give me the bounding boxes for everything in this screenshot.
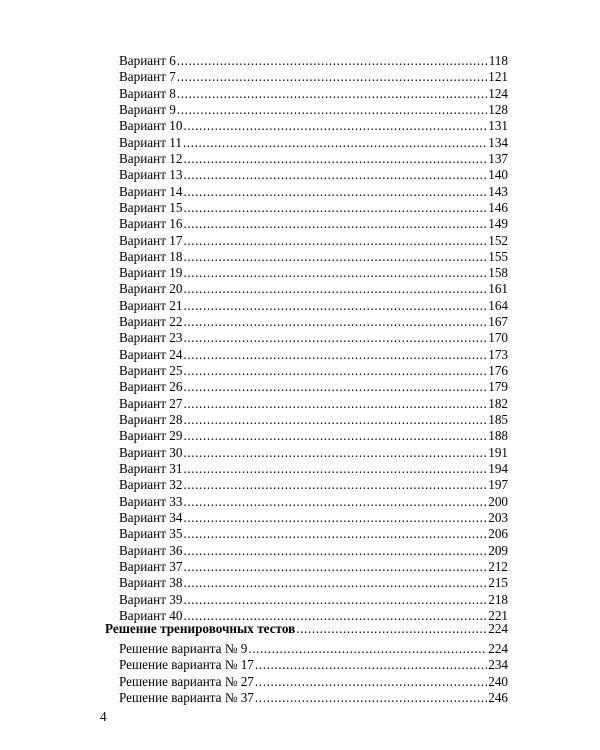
toc-entry-page: 176 — [488, 363, 508, 379]
dot-leader — [183, 135, 487, 151]
toc-entry-page: 170 — [488, 330, 508, 346]
toc-entry-variant[interactable] — [119, 445, 508, 461]
toc-entry-label: Вариант 8 — [119, 85, 176, 101]
toc-entry-variant[interactable] — [119, 412, 508, 428]
toc-entry-page: 167 — [488, 314, 508, 330]
dot-leader — [183, 510, 487, 526]
toc-entry-variant[interactable] — [119, 233, 508, 249]
toc-entry-page: 182 — [488, 395, 508, 411]
toc-entry-variant[interactable] — [119, 592, 508, 608]
toc-section-entry[interactable] — [105, 621, 508, 637]
dot-leader — [177, 53, 488, 69]
toc-entry-label: Вариант 34 — [119, 509, 183, 525]
dot-leader — [183, 151, 487, 167]
toc-entry-page: 161 — [488, 281, 508, 297]
toc-entry-variant[interactable] — [119, 510, 508, 526]
dot-leader — [183, 200, 487, 216]
toc-entry-page: 140 — [488, 167, 508, 183]
toc-entry-label: Вариант 21 — [119, 297, 183, 313]
dot-leader — [255, 657, 487, 673]
toc-entry-page: 221 — [488, 607, 508, 623]
toc-entry-page: 173 — [488, 346, 508, 362]
toc-entry-label: Решение варианта № 27 — [119, 673, 254, 689]
toc-entry-variant[interactable] — [119, 396, 508, 412]
toc-entry-label: Вариант 12 — [119, 150, 183, 166]
toc-entry-variant[interactable] — [119, 559, 508, 575]
toc-entry-label: Вариант 15 — [119, 199, 183, 215]
dot-leader — [177, 102, 487, 118]
toc-entry-label: Вариант 32 — [119, 477, 183, 493]
toc-entry-page: 194 — [488, 461, 508, 476]
toc-entry-page: 121 — [488, 69, 508, 85]
toc-entry-label: Вариант 22 — [119, 314, 183, 330]
dot-leader — [183, 412, 487, 428]
toc-entry-page: 134 — [488, 134, 508, 150]
toc-entry-variant[interactable] — [119, 184, 508, 200]
toc-entry-page: 155 — [488, 248, 508, 264]
toc-entry-page: 118 — [488, 53, 508, 68]
dot-leader — [183, 445, 487, 461]
toc-entry-variant[interactable] — [119, 543, 508, 559]
toc-entry-variant[interactable] — [119, 118, 508, 134]
page-number: 4 — [100, 709, 107, 724]
dot-leader — [183, 249, 487, 265]
toc-entry-label: Вариант 16 — [119, 216, 183, 232]
toc-entry-label: Вариант 19 — [119, 265, 183, 281]
toc-entry-page: 209 — [488, 542, 508, 558]
toc-entry-label: Вариант 37 — [119, 558, 183, 574]
toc-entry-variant[interactable] — [119, 86, 508, 102]
toc-entry-solution[interactable] — [119, 657, 508, 673]
toc-entry-page: 143 — [488, 183, 508, 199]
toc-entry-page: 212 — [488, 558, 508, 574]
toc-entry-label: Решение тренировочных тестов — [105, 621, 296, 636]
dot-leader — [183, 592, 487, 608]
toc-entry-page: 124 — [488, 85, 508, 101]
dot-leader — [255, 674, 487, 690]
dot-leader — [248, 641, 487, 657]
toc-entry-variant[interactable] — [119, 216, 508, 232]
toc-entry-label: Вариант 31 — [119, 461, 183, 476]
toc-entry-label: Вариант 33 — [119, 493, 183, 509]
toc-entry-page: 240 — [488, 673, 508, 689]
toc-entry-page: 224 — [488, 641, 508, 656]
toc-entry-label: Вариант 9 — [119, 101, 176, 117]
toc-entry-page: 128 — [488, 101, 508, 117]
toc-entry-page: 149 — [488, 216, 508, 232]
toc-entry-label: Вариант 29 — [119, 428, 183, 444]
toc-entry-label: Вариант 30 — [119, 444, 183, 460]
dot-leader — [183, 118, 487, 134]
toc-entry-page: 215 — [488, 575, 508, 591]
toc-entry-variant[interactable] — [119, 330, 508, 346]
toc-entry-variant[interactable] — [119, 477, 508, 493]
toc-entry-label: Вариант 18 — [119, 248, 183, 264]
toc-entry-page: 197 — [488, 477, 508, 493]
dot-leader — [183, 233, 487, 249]
toc-entry-page: 188 — [488, 428, 508, 444]
toc-entry-page: 164 — [488, 297, 508, 313]
toc-entry-variant[interactable] — [119, 151, 508, 167]
toc-entry-variant[interactable] — [119, 461, 508, 477]
dot-leader — [183, 265, 487, 281]
dot-leader — [183, 363, 487, 379]
dot-leader — [183, 347, 487, 363]
toc-entry-variant[interactable] — [119, 428, 508, 444]
dot-leader — [183, 575, 487, 591]
toc-entry-variant[interactable] — [119, 575, 508, 591]
toc-entry-label: Вариант 36 — [119, 542, 183, 558]
toc-entry-label: Вариант 6 — [119, 53, 176, 68]
toc-entry-label: Вариант 14 — [119, 183, 183, 199]
dot-leader — [183, 396, 487, 412]
toc-entry-variant[interactable] — [119, 200, 508, 216]
dot-leader — [177, 69, 487, 85]
toc-entry-variant[interactable] — [119, 379, 508, 395]
toc-entry-variant[interactable] — [119, 53, 508, 69]
toc-entry-page: 246 — [488, 689, 508, 705]
toc-entry-variant[interactable] — [119, 249, 508, 265]
dot-leader — [183, 281, 487, 297]
toc-entry-variant[interactable] — [119, 135, 508, 151]
toc-entry-label: Вариант 13 — [119, 167, 183, 183]
toc-entry-page: 200 — [488, 493, 508, 509]
toc-entry-page: 179 — [488, 379, 508, 395]
toc-entry-variant[interactable] — [119, 102, 508, 118]
toc-entry-variant[interactable] — [119, 526, 508, 542]
dot-leader — [183, 477, 487, 493]
toc-entry-label: Решение варианта № 37 — [119, 689, 254, 705]
dot-leader — [183, 428, 487, 444]
toc-entry-page: 224 — [488, 621, 508, 636]
toc-entry-page: 158 — [488, 265, 508, 281]
toc-entry-label: Вариант 10 — [119, 118, 183, 134]
toc-entry-page: 185 — [488, 412, 508, 428]
toc-entry-solution[interactable] — [119, 674, 508, 690]
toc-entry-variant[interactable] — [119, 281, 508, 297]
toc-entry-variant[interactable] — [119, 298, 508, 314]
toc-entry-page: 131 — [488, 118, 508, 134]
toc-entry-solution[interactable] — [119, 690, 508, 706]
toc-entry-page: 152 — [488, 232, 508, 248]
dot-leader — [183, 184, 487, 200]
toc-entry-label: Вариант 23 — [119, 330, 183, 346]
toc-entry-page: 234 — [488, 657, 508, 673]
dot-leader — [183, 314, 487, 330]
toc-entry-solution[interactable] — [119, 641, 508, 657]
dot-leader — [183, 559, 487, 575]
toc-entry-variant[interactable] — [119, 167, 508, 183]
toc-entry-label: Вариант 17 — [119, 232, 183, 248]
toc-entry-label: Вариант 39 — [119, 591, 183, 607]
toc-entry-page: 191 — [488, 444, 508, 460]
toc-entry-variant[interactable] — [119, 494, 508, 510]
toc-entry-label: Вариант 26 — [119, 379, 183, 395]
toc-entry-variant[interactable] — [119, 314, 508, 330]
toc-entry-label: Вариант 24 — [119, 346, 183, 362]
dot-leader — [183, 379, 487, 395]
toc-entry-page: 206 — [488, 526, 508, 542]
toc-entry-label: Вариант 25 — [119, 363, 183, 379]
dot-leader — [183, 543, 487, 559]
toc-entry-page: 203 — [488, 509, 508, 525]
toc-entry-variant[interactable] — [119, 265, 508, 281]
toc-entry-label: Решение варианта № 17 — [119, 657, 254, 673]
dot-leader — [183, 330, 487, 346]
toc-entry-label: Решение варианта № 9 — [119, 641, 248, 656]
dot-leader — [177, 86, 487, 102]
toc-entry-label: Вариант 28 — [119, 412, 183, 428]
toc-entry-variant[interactable] — [119, 347, 508, 363]
toc-entry-label: Вариант 20 — [119, 281, 183, 297]
toc-entry-label: Вариант 35 — [119, 526, 183, 542]
dot-leader — [183, 494, 487, 510]
dot-leader — [183, 461, 487, 477]
toc-entry-label: Вариант 38 — [119, 575, 183, 591]
dot-leader — [183, 167, 487, 183]
toc-entry-label: Вариант 11 — [119, 134, 182, 150]
dot-leader — [183, 298, 487, 314]
toc-entry-page: 146 — [488, 199, 508, 215]
toc-entry-page: 218 — [488, 591, 508, 607]
dot-leader — [296, 621, 487, 637]
toc-entry-label: Вариант 7 — [119, 69, 176, 85]
toc-entry-label: Вариант 27 — [119, 395, 183, 411]
toc-entry-variant[interactable] — [119, 363, 508, 379]
dot-leader — [183, 216, 487, 232]
toc-entry-page: 137 — [488, 150, 508, 166]
toc-entry-variant[interactable] — [119, 69, 508, 85]
dot-leader — [183, 526, 487, 542]
dot-leader — [255, 690, 487, 706]
toc-entry-label: Вариант 40 — [119, 607, 183, 623]
